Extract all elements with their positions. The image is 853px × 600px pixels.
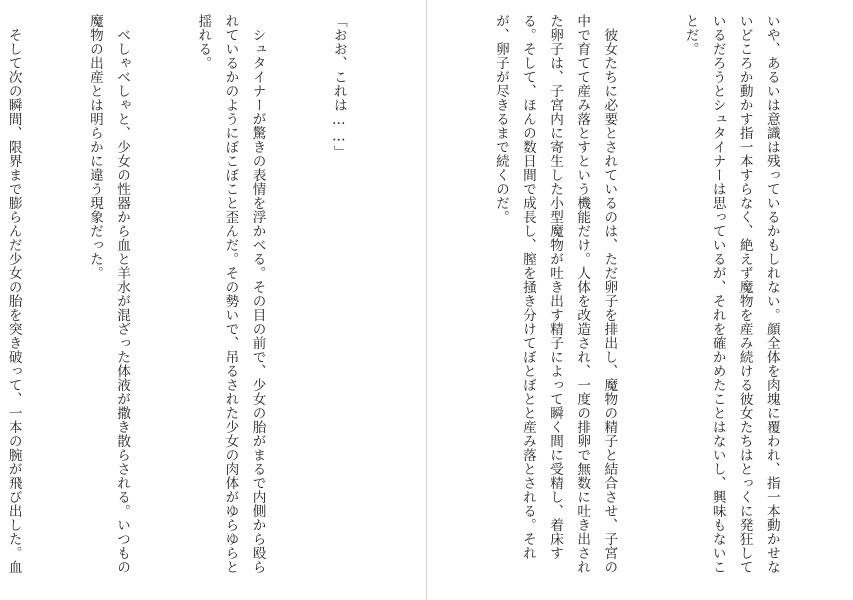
left-page-text — [6, 14, 406, 586]
paragraph: そして次の瞬間、限界まで膨らんだ少女の胎を突き破って、一本の腕が飛び出した。血 — [6, 27, 22, 574]
paragraph: べしゃべしゃと、少女の性器から血と羊水が混ざった体液が撒き散らされる。いつもの魔物の出産とは明らかに違う現象だった。 — [86, 14, 131, 574]
paragraph: いや、あるいは意識は残っているかもしれない。顔全体を肉塊に覆われ、指一本動かせないどころか動かす指一本すらなく、絶えず魔物を産み続ける彼女たちはとっくに発狂しているだろうとシュタイナーは思っているが、それを確かめたことはないし、興味もないことだ。 — [682, 14, 780, 574]
paragraph: 彼女たちに必要とされているのは、ただ卵子を排出し、魔物の精子と結合させ、子宮の中で育てて産み落とすという機能だけ。人体を改造され、一度の排卵で無数に吐き出された卵子は、子宮内に寄生した小型魔物が吐き出す精子によって瞬く間に受精し、着床する。そして、ほんの数日間で成長し、膣を掻き分けてぼとぼとと産み落とされる。それが、卵子が尽きるまで続くのだ。 — [492, 14, 618, 574]
right-page-text — [445, 14, 839, 586]
right-page — [427, 0, 853, 600]
left-page — [0, 0, 426, 600]
paragraph: シュタイナーが驚きの表情を浮かべる。その目の前で、少女の胎がまるで内側から殴られているかのようにぼこぼこと歪んだ。その勢いで、吊るされた少女の肉体がゆらゆらと揺れる。 — [195, 14, 266, 574]
paragraph: 「おお、これは……」 — [330, 14, 347, 159]
